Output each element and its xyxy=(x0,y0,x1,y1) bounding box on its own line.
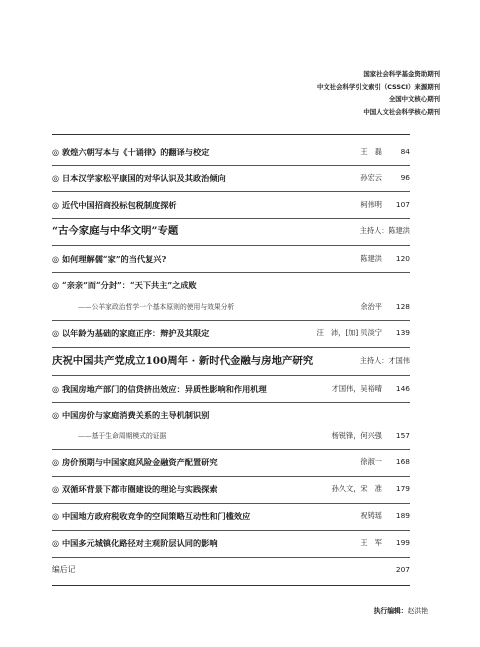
entry-page: 199 xyxy=(395,538,410,547)
toc-entry-postscript[interactable] xyxy=(52,563,410,577)
top-divider xyxy=(52,134,410,135)
executive-editor xyxy=(374,605,428,615)
header-line: 中文社会科学引文索引（CSSCI）来源期刊 xyxy=(316,82,440,91)
toc-entry[interactable] xyxy=(52,536,410,550)
header-line: 中国人文社会科学核心期刊 xyxy=(363,107,440,116)
entry-page: 157 xyxy=(395,431,410,440)
toc-entry[interactable] xyxy=(52,252,410,266)
entry-author: 王 磊 xyxy=(360,147,382,156)
entry-page: 96 xyxy=(400,173,410,182)
toc-entry[interactable] xyxy=(52,145,410,159)
header-line: 全国中文核心期刊 xyxy=(388,95,440,104)
entry-author: 孙久文，宋 准 xyxy=(331,484,382,493)
divider xyxy=(52,320,410,321)
toc-entry[interactable] xyxy=(52,482,410,496)
toc-entry-subtitle[interactable] xyxy=(52,300,410,314)
toc-entry[interactable] xyxy=(52,455,410,469)
entry-title: ◎ 日本汉学家松平康国的对华认识及其政治倾向 xyxy=(52,173,226,183)
entry-author: 王 军 xyxy=(360,538,382,547)
entry-page: 84 xyxy=(400,147,410,156)
divider xyxy=(52,449,410,450)
entry-title: ◎ 双循环背景下都市圈建设的理论与实践探索 xyxy=(52,484,218,494)
divider xyxy=(52,557,410,558)
toc-entry[interactable] xyxy=(52,408,410,422)
entry-author: 余治平 xyxy=(360,302,382,311)
entry-title: ◎ 中国房价与家庭消费关系的主导机制识别 xyxy=(52,410,210,420)
entry-author: 孙宏云 xyxy=(360,173,382,182)
entry-title: ◎ 近代中国招商投标包税制度探析 xyxy=(52,200,177,210)
entry-author: 祝铸瑶 xyxy=(360,511,382,520)
toc-entry[interactable] xyxy=(52,326,410,340)
section-heading xyxy=(52,224,410,238)
toc-entry[interactable] xyxy=(52,382,410,396)
section-host: 主持人：陈建洪 xyxy=(359,226,410,235)
entry-page: 189 xyxy=(395,511,410,520)
entry-author: 汪 沛，[加] 贝淡宁 xyxy=(316,328,382,337)
toc-entry[interactable] xyxy=(52,509,410,523)
entry-title: ◎ 如何理解儒“家”的当代复兴? xyxy=(52,254,167,264)
entry-title: ◎ 中国多元城镇化路径对主观阶层认同的影响 xyxy=(52,538,218,548)
entry-title: ◎ 敦煌六朝写本与《十诵律》的翻译与校定 xyxy=(52,147,210,157)
toc-entry[interactable] xyxy=(52,171,410,185)
divider xyxy=(52,375,410,376)
toc-entry-subtitle[interactable] xyxy=(52,429,410,443)
entry-page: 168 xyxy=(395,457,410,466)
section-heading xyxy=(52,354,410,368)
editor-label: 执行编辑： xyxy=(373,607,408,615)
section-host: 主持人：才国伟 xyxy=(359,356,410,365)
entry-title: ◎ 中国地方政府税收竞争的空间策略互动性和门槛效应 xyxy=(52,511,251,521)
entry-title: ◎ 我国房地产部门的信贷挤出效应：异质性影响和作用机理 xyxy=(52,384,267,394)
entry-title: 编后记 xyxy=(52,565,76,574)
divider xyxy=(52,191,410,192)
bottom-divider xyxy=(52,585,410,586)
divider xyxy=(52,530,410,531)
entry-author: 陈建洪 xyxy=(360,254,382,263)
entry-page: 146 xyxy=(395,384,410,393)
toc-entry[interactable] xyxy=(52,198,410,212)
divider xyxy=(52,402,410,403)
entry-page: 207 xyxy=(395,565,410,574)
divider xyxy=(52,503,410,504)
entry-title: ◎ 以年龄为基础的家庭正序：辩护及其限定 xyxy=(52,328,210,338)
divider xyxy=(52,218,410,219)
entry-title: ◎ 房价预期与中国家庭风险金融资产配置研究 xyxy=(52,457,218,467)
entry-title: ◎ “亲亲”而“分封”：“天下共主”之成败 xyxy=(52,280,197,290)
section-title: 庆祝中国共产党成立100周年 · 新时代金融与房地产研究 xyxy=(52,355,314,367)
editor-name: 赵洪艳 xyxy=(407,607,428,615)
journal-header xyxy=(317,68,440,118)
entry-author: 才国伟，吴裕晴 xyxy=(331,384,382,393)
entry-subtitle: ——公羊家政治哲学一个基本原则的使用与效果分析 xyxy=(78,303,235,311)
divider xyxy=(52,272,410,273)
entry-subtitle: ——基于生命周期模式的证据 xyxy=(78,432,167,440)
entry-page: 179 xyxy=(395,484,410,493)
divider xyxy=(52,476,410,477)
divider xyxy=(52,245,410,246)
section-title: “古今家庭与中华文明”专题 xyxy=(52,225,179,237)
entry-author: 徐淑一 xyxy=(360,457,382,466)
toc-entry[interactable] xyxy=(52,278,410,292)
entry-page: 128 xyxy=(395,302,410,311)
entry-author: 杨锐锋，何兴强 xyxy=(331,431,382,440)
divider xyxy=(52,165,410,166)
divider xyxy=(52,347,410,348)
entry-page: 139 xyxy=(395,328,410,337)
entry-page: 107 xyxy=(395,200,410,209)
entry-author: 柯伟明 xyxy=(360,200,382,209)
entry-page: 120 xyxy=(395,254,410,263)
header-line: 国家社会科学基金资助期刊 xyxy=(363,70,440,78)
